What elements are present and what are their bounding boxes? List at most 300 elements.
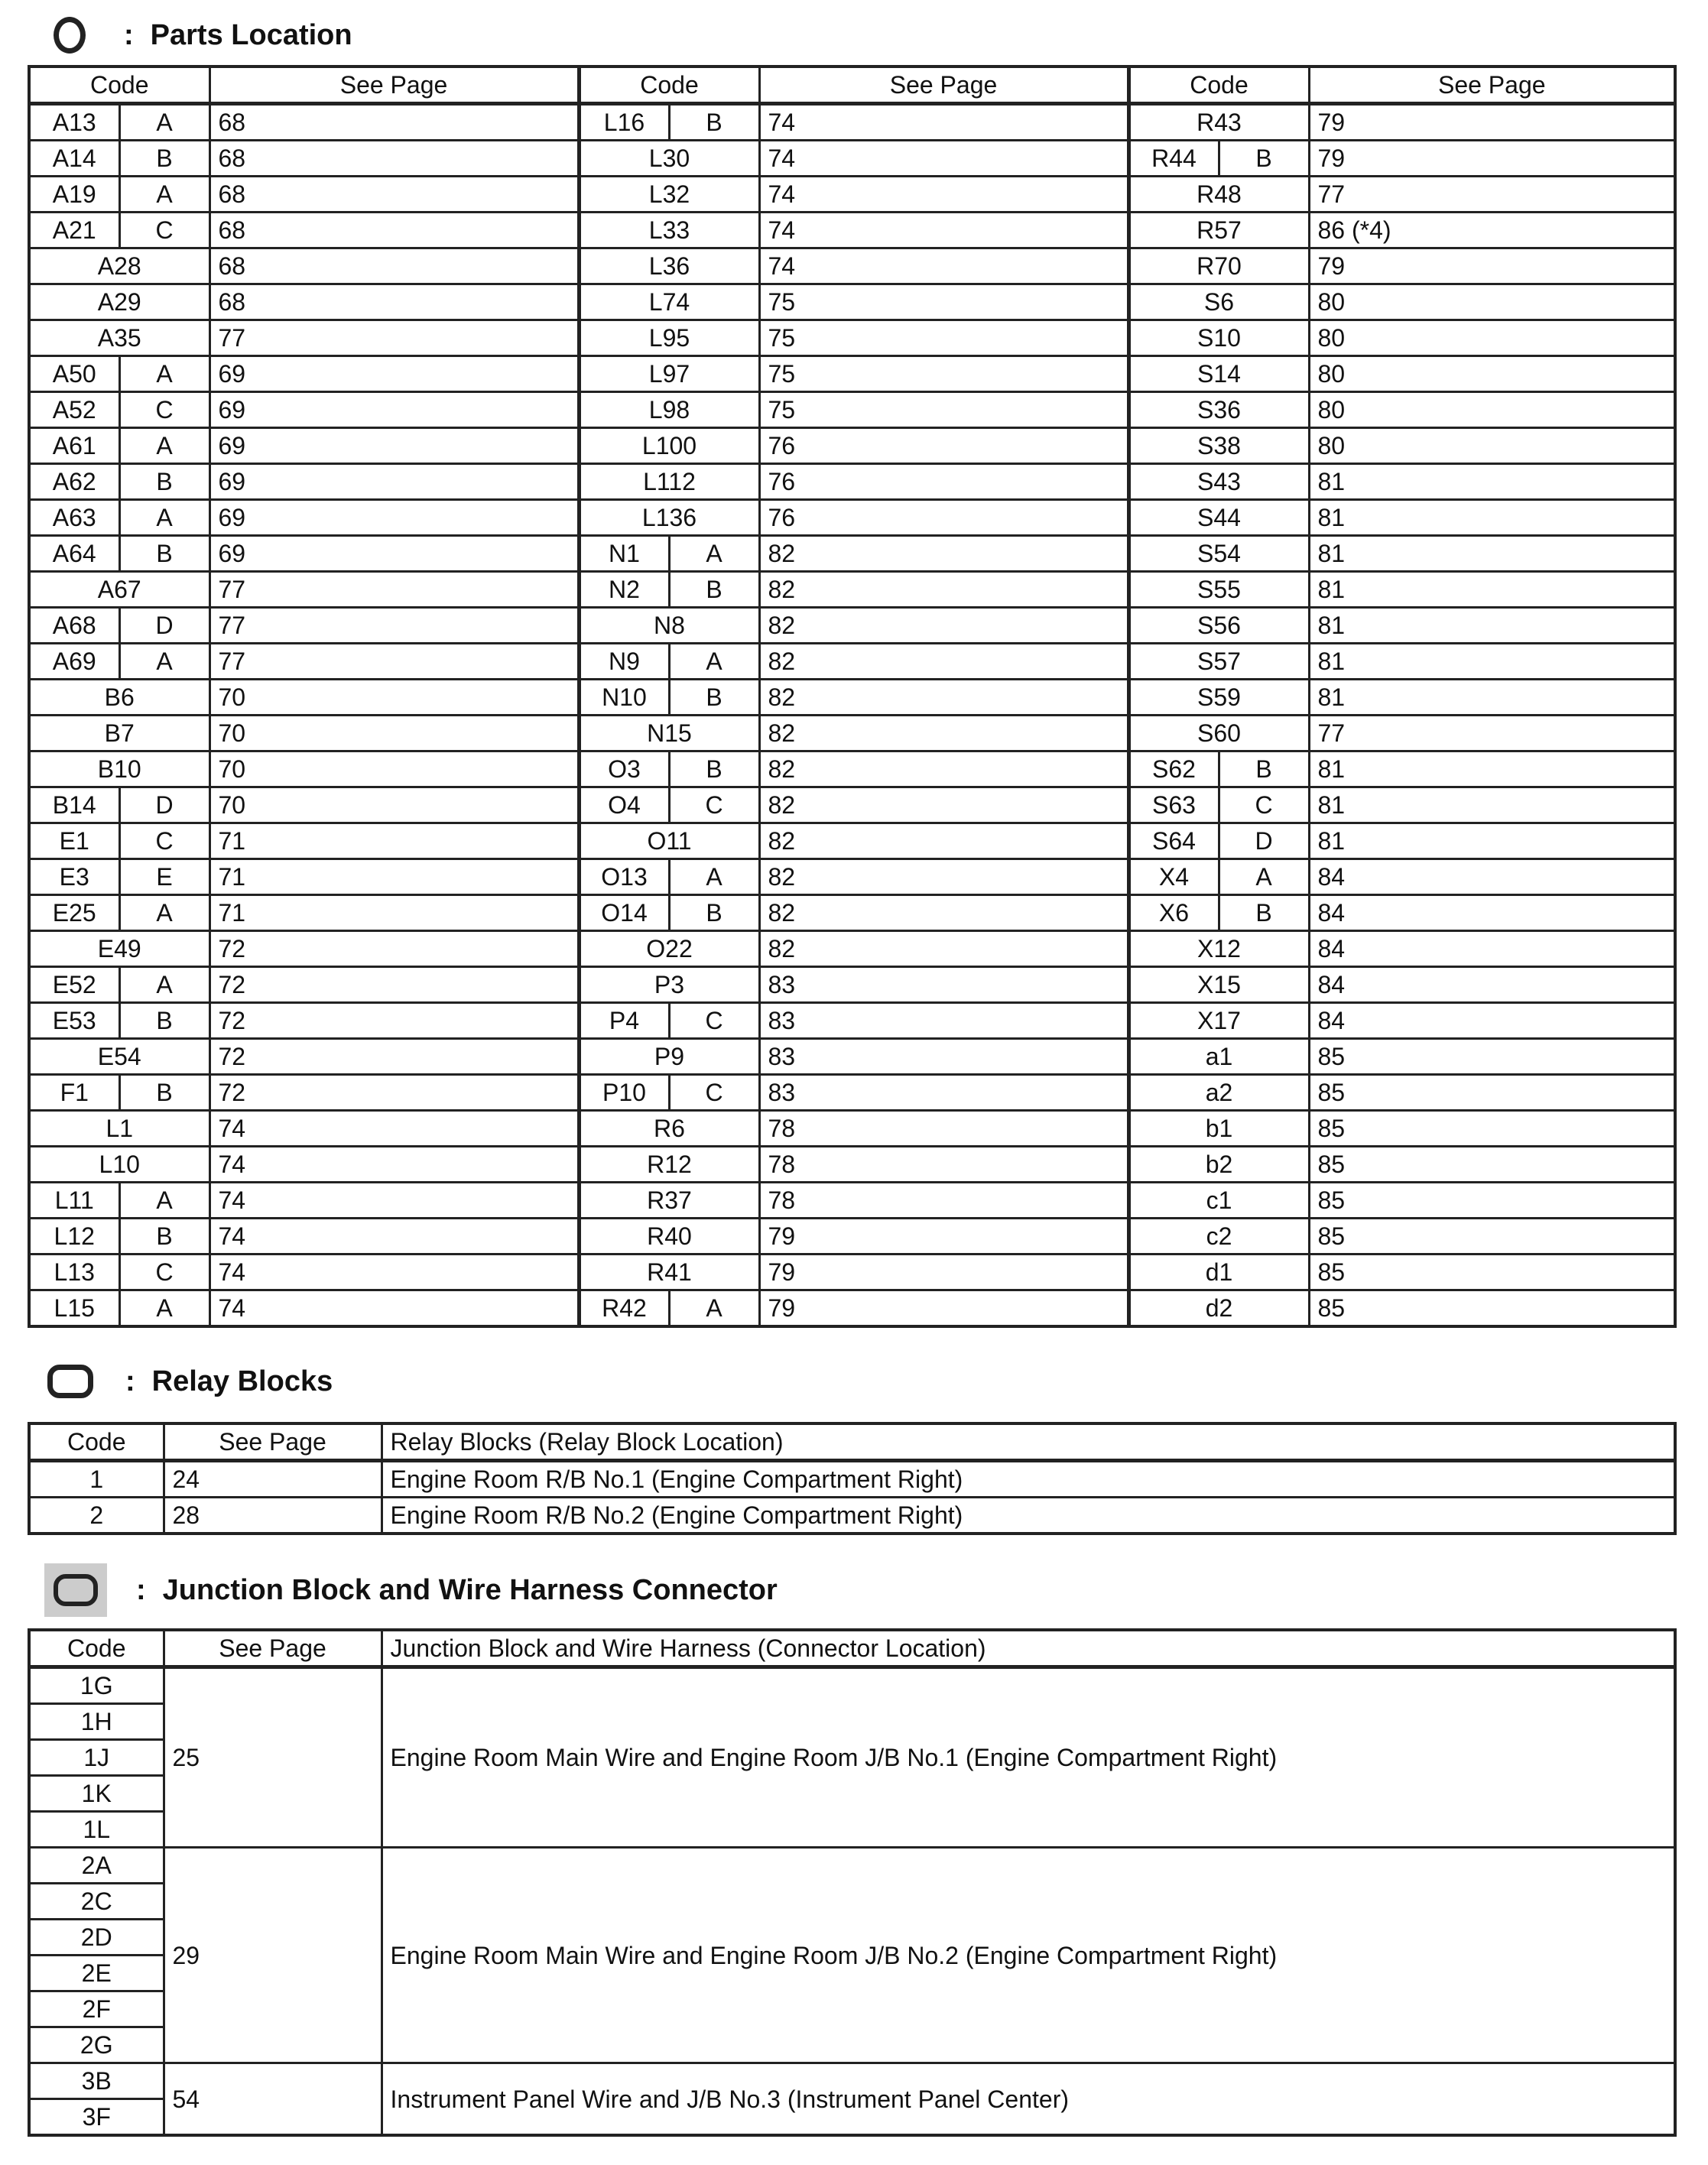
part-code: S38 bbox=[1128, 428, 1309, 464]
see-page: 74 bbox=[759, 141, 1128, 177]
see-page: 68 bbox=[209, 213, 579, 248]
see-page: 79 bbox=[1309, 104, 1675, 141]
part-code: R57 bbox=[1128, 213, 1309, 248]
part-code: c1 bbox=[1128, 1183, 1309, 1219]
table-row bbox=[29, 2063, 1675, 2099]
table-row bbox=[29, 680, 1675, 716]
part-code: A21 bbox=[29, 213, 119, 248]
part-variant: B bbox=[1219, 751, 1309, 787]
part-code: O4 bbox=[579, 787, 669, 823]
part-variant: D bbox=[119, 787, 209, 823]
see-page: 85 bbox=[1309, 1111, 1675, 1147]
see-page: 24 bbox=[164, 1461, 382, 1498]
connector-code: 1K bbox=[29, 1776, 164, 1812]
part-variant: C bbox=[119, 1255, 209, 1290]
connector-code: 3F bbox=[29, 2099, 164, 2136]
see-page: 81 bbox=[1309, 680, 1675, 716]
part-code: R40 bbox=[579, 1219, 759, 1255]
see-page: 81 bbox=[1309, 608, 1675, 644]
see-page: 71 bbox=[209, 895, 579, 931]
see-page: 72 bbox=[209, 967, 579, 1003]
part-code: A52 bbox=[29, 392, 119, 428]
relay-code: 1 bbox=[29, 1461, 164, 1498]
see-page: 76 bbox=[759, 464, 1128, 500]
see-page: 81 bbox=[1309, 751, 1675, 787]
part-code: L112 bbox=[579, 464, 759, 500]
part-code: A61 bbox=[29, 428, 119, 464]
table-row bbox=[29, 428, 1675, 464]
see-page: 72 bbox=[209, 1039, 579, 1075]
see-page: 80 bbox=[1309, 356, 1675, 392]
part-variant: A bbox=[669, 859, 759, 895]
table-row bbox=[29, 1111, 1675, 1147]
relay-description: Engine Room R/B No.2 (Engine Compartment Right) bbox=[382, 1498, 1675, 1534]
see-page: 70 bbox=[209, 751, 579, 787]
see-page: 75 bbox=[759, 392, 1128, 428]
see-page: 74 bbox=[209, 1183, 579, 1219]
part-variant: B bbox=[119, 141, 209, 177]
section-title: Junction Block and Wire Harness Connector bbox=[162, 1573, 778, 1606]
table-row bbox=[29, 141, 1675, 177]
see-page: 86 (*4) bbox=[1309, 213, 1675, 248]
see-page: 80 bbox=[1309, 284, 1675, 320]
part-code: L32 bbox=[579, 177, 759, 213]
part-code: E25 bbox=[29, 895, 119, 931]
see-page: 28 bbox=[164, 1498, 382, 1534]
part-code: N9 bbox=[579, 644, 669, 680]
see-page: 84 bbox=[1309, 931, 1675, 967]
header-code: Code bbox=[29, 1630, 164, 1667]
part-code: B7 bbox=[29, 716, 209, 751]
part-variant: B bbox=[119, 1003, 209, 1039]
see-page: 85 bbox=[1309, 1219, 1675, 1255]
table-row bbox=[29, 967, 1675, 1003]
see-page: 69 bbox=[209, 356, 579, 392]
see-page: 77 bbox=[209, 320, 579, 356]
part-code: O22 bbox=[579, 931, 759, 967]
see-page: 82 bbox=[759, 787, 1128, 823]
connector-code: 1J bbox=[29, 1740, 164, 1776]
part-code: O3 bbox=[579, 751, 669, 787]
part-code: L98 bbox=[579, 392, 759, 428]
part-code: O13 bbox=[579, 859, 669, 895]
part-code: R12 bbox=[579, 1147, 759, 1183]
see-page: 70 bbox=[209, 680, 579, 716]
relay-code: 2 bbox=[29, 1498, 164, 1534]
part-code: X4 bbox=[1128, 859, 1219, 895]
part-variant: B bbox=[119, 464, 209, 500]
connector-location: Instrument Panel Wire and J/B No.3 (Instrument Panel Center) bbox=[382, 2063, 1675, 2136]
part-code: A63 bbox=[29, 500, 119, 536]
see-page: 72 bbox=[209, 1003, 579, 1039]
part-variant: C bbox=[119, 823, 209, 859]
see-page: 85 bbox=[1309, 1075, 1675, 1111]
connector-code: 2G bbox=[29, 2027, 164, 2063]
part-code: L13 bbox=[29, 1255, 119, 1290]
see-page: 78 bbox=[759, 1147, 1128, 1183]
see-page: 77 bbox=[209, 644, 579, 680]
rounded-rectangle-icon bbox=[47, 1365, 93, 1398]
part-code: L97 bbox=[579, 356, 759, 392]
table-row bbox=[29, 392, 1675, 428]
table-row bbox=[29, 1667, 1675, 1704]
part-code: N15 bbox=[579, 716, 759, 751]
see-page: 77 bbox=[1309, 716, 1675, 751]
see-page: 82 bbox=[759, 895, 1128, 931]
part-code: R70 bbox=[1128, 248, 1309, 284]
section-title: Relay Blocks bbox=[151, 1365, 333, 1397]
table-row bbox=[29, 1075, 1675, 1111]
part-variant: B bbox=[119, 1219, 209, 1255]
see-page: 82 bbox=[759, 823, 1128, 859]
see-page: 85 bbox=[1309, 1183, 1675, 1219]
see-page: 68 bbox=[209, 177, 579, 213]
header-code: Code bbox=[29, 67, 209, 104]
see-page: 70 bbox=[209, 716, 579, 751]
table-row bbox=[29, 895, 1675, 931]
see-page: 83 bbox=[759, 1075, 1128, 1111]
part-variant: A bbox=[119, 177, 209, 213]
see-page: 82 bbox=[759, 572, 1128, 608]
part-code: S43 bbox=[1128, 464, 1309, 500]
part-variant: A bbox=[669, 536, 759, 572]
part-code: E54 bbox=[29, 1039, 209, 1075]
part-code: R48 bbox=[1128, 177, 1309, 213]
table-row bbox=[29, 1848, 1675, 1884]
part-variant: B bbox=[119, 536, 209, 572]
header-description: Junction Block and Wire Harness (Connector Location) bbox=[382, 1630, 1675, 1667]
part-code: P9 bbox=[579, 1039, 759, 1075]
see-page: 79 bbox=[759, 1255, 1128, 1290]
part-code: L1 bbox=[29, 1111, 209, 1147]
table-row bbox=[29, 1498, 1675, 1534]
part-code: L15 bbox=[29, 1290, 119, 1327]
part-code: A19 bbox=[29, 177, 119, 213]
part-code: A69 bbox=[29, 644, 119, 680]
part-code: A67 bbox=[29, 572, 209, 608]
see-page: 84 bbox=[1309, 967, 1675, 1003]
part-code: a2 bbox=[1128, 1075, 1309, 1111]
part-code: A35 bbox=[29, 320, 209, 356]
see-page: 68 bbox=[209, 248, 579, 284]
see-page: 84 bbox=[1309, 895, 1675, 931]
table-row bbox=[29, 104, 1675, 141]
table-row bbox=[29, 787, 1675, 823]
see-page: 82 bbox=[759, 716, 1128, 751]
table-row bbox=[29, 1183, 1675, 1219]
table-row bbox=[29, 644, 1675, 680]
part-variant: A bbox=[119, 1183, 209, 1219]
part-code: L100 bbox=[579, 428, 759, 464]
part-variant: C bbox=[669, 1075, 759, 1111]
part-code: L16 bbox=[579, 104, 669, 141]
see-page: 81 bbox=[1309, 500, 1675, 536]
part-code: S63 bbox=[1128, 787, 1219, 823]
see-page: 84 bbox=[1309, 859, 1675, 895]
connector-code: 1H bbox=[29, 1704, 164, 1740]
part-code: B6 bbox=[29, 680, 209, 716]
part-code: L136 bbox=[579, 500, 759, 536]
see-page: 68 bbox=[209, 104, 579, 141]
part-code: N10 bbox=[579, 680, 669, 716]
part-code: c2 bbox=[1128, 1219, 1309, 1255]
table-row bbox=[29, 1039, 1675, 1075]
header-description: Relay Blocks (Relay Block Location) bbox=[382, 1423, 1675, 1461]
see-page: 74 bbox=[209, 1255, 579, 1290]
table-row bbox=[29, 356, 1675, 392]
part-code: d1 bbox=[1128, 1255, 1309, 1290]
header-see-page: See Page bbox=[164, 1423, 382, 1461]
table-row bbox=[29, 931, 1675, 967]
part-variant: D bbox=[119, 608, 209, 644]
part-code: F1 bbox=[29, 1075, 119, 1111]
part-code: R6 bbox=[579, 1111, 759, 1147]
part-code: A64 bbox=[29, 536, 119, 572]
part-variant: B bbox=[1219, 141, 1309, 177]
section-title: Parts Location bbox=[150, 18, 352, 51]
see-page: 75 bbox=[759, 320, 1128, 356]
see-page: 82 bbox=[759, 751, 1128, 787]
table-row bbox=[29, 1290, 1675, 1327]
part-code: S36 bbox=[1128, 392, 1309, 428]
see-page: 85 bbox=[1309, 1147, 1675, 1183]
part-code: L11 bbox=[29, 1183, 119, 1219]
part-code: R42 bbox=[579, 1290, 669, 1327]
see-page: 25 bbox=[164, 1667, 382, 1848]
part-code: S44 bbox=[1128, 500, 1309, 536]
part-variant: C bbox=[1219, 787, 1309, 823]
part-code: A50 bbox=[29, 356, 119, 392]
connector-code: 1L bbox=[29, 1812, 164, 1848]
part-code: A14 bbox=[29, 141, 119, 177]
see-page: 29 bbox=[164, 1848, 382, 2063]
part-code: R41 bbox=[579, 1255, 759, 1290]
part-code: E3 bbox=[29, 859, 119, 895]
shaded-rounded-rectangle-icon bbox=[44, 1563, 107, 1617]
see-page: 74 bbox=[759, 104, 1128, 141]
header-see-page: See Page bbox=[1309, 67, 1675, 104]
part-code: P3 bbox=[579, 967, 759, 1003]
part-variant: B bbox=[669, 751, 759, 787]
part-code: N1 bbox=[579, 536, 669, 572]
part-variant: A bbox=[669, 1290, 759, 1327]
see-page: 77 bbox=[209, 608, 579, 644]
see-page: 85 bbox=[1309, 1255, 1675, 1290]
table-row bbox=[29, 536, 1675, 572]
part-code: R43 bbox=[1128, 104, 1309, 141]
see-page: 81 bbox=[1309, 536, 1675, 572]
connector-code: 3B bbox=[29, 2063, 164, 2099]
table-row bbox=[29, 823, 1675, 859]
see-page: 75 bbox=[759, 356, 1128, 392]
part-code: B10 bbox=[29, 751, 209, 787]
see-page: 85 bbox=[1309, 1290, 1675, 1327]
see-page: 79 bbox=[759, 1219, 1128, 1255]
table-row bbox=[29, 464, 1675, 500]
see-page: 80 bbox=[1309, 320, 1675, 356]
part-variant: E bbox=[119, 859, 209, 895]
part-variant: A bbox=[119, 356, 209, 392]
see-page: 70 bbox=[209, 787, 579, 823]
parts-location-heading: : Parts Location bbox=[54, 17, 352, 54]
see-page: 81 bbox=[1309, 464, 1675, 500]
part-variant: B bbox=[669, 104, 759, 141]
see-page: 79 bbox=[1309, 248, 1675, 284]
see-page: 77 bbox=[1309, 177, 1675, 213]
table-row bbox=[29, 500, 1675, 536]
part-code: R37 bbox=[579, 1183, 759, 1219]
part-code: N2 bbox=[579, 572, 669, 608]
see-page: 83 bbox=[759, 1003, 1128, 1039]
junction-block-table bbox=[28, 1628, 1677, 2137]
part-variant: A bbox=[119, 104, 209, 141]
relay-description: Engine Room R/B No.1 (Engine Compartment Right) bbox=[382, 1461, 1675, 1498]
parts-location-table bbox=[28, 65, 1677, 1328]
header-see-page: See Page bbox=[209, 67, 579, 104]
connector-code: 2A bbox=[29, 1848, 164, 1884]
connector-code: 2E bbox=[29, 1956, 164, 1991]
see-page: 74 bbox=[209, 1219, 579, 1255]
part-code: b2 bbox=[1128, 1147, 1309, 1183]
see-page: 74 bbox=[759, 248, 1128, 284]
see-page: 69 bbox=[209, 500, 579, 536]
part-variant: A bbox=[119, 895, 209, 931]
connector-code: 1G bbox=[29, 1667, 164, 1704]
see-page: 76 bbox=[759, 428, 1128, 464]
see-page: 68 bbox=[209, 284, 579, 320]
see-page: 71 bbox=[209, 859, 579, 895]
part-code: S6 bbox=[1128, 284, 1309, 320]
table-row bbox=[29, 1147, 1675, 1183]
see-page: 75 bbox=[759, 284, 1128, 320]
table-row bbox=[29, 859, 1675, 895]
see-page: 83 bbox=[759, 967, 1128, 1003]
see-page: 82 bbox=[759, 931, 1128, 967]
junction-heading: : Junction Block and Wire Harness Connector bbox=[54, 1563, 778, 1617]
table-row bbox=[29, 284, 1675, 320]
see-page: 79 bbox=[759, 1290, 1128, 1327]
see-page: 69 bbox=[209, 392, 579, 428]
part-code: X15 bbox=[1128, 967, 1309, 1003]
part-code: a1 bbox=[1128, 1039, 1309, 1075]
part-code: X12 bbox=[1128, 931, 1309, 967]
part-code: E52 bbox=[29, 967, 119, 1003]
see-page: 82 bbox=[759, 608, 1128, 644]
see-page: 74 bbox=[759, 213, 1128, 248]
see-page: 80 bbox=[1309, 392, 1675, 428]
part-code: L36 bbox=[579, 248, 759, 284]
table-row bbox=[29, 1461, 1675, 1498]
part-code: L30 bbox=[579, 141, 759, 177]
see-page: 77 bbox=[209, 572, 579, 608]
part-code: L10 bbox=[29, 1147, 209, 1183]
see-page: 81 bbox=[1309, 823, 1675, 859]
connector-code: 2D bbox=[29, 1920, 164, 1956]
connector-code: 2F bbox=[29, 1991, 164, 2027]
part-variant: B bbox=[669, 572, 759, 608]
part-variant: B bbox=[669, 680, 759, 716]
part-code: X17 bbox=[1128, 1003, 1309, 1039]
see-page: 78 bbox=[759, 1183, 1128, 1219]
table-row bbox=[29, 608, 1675, 644]
header-code: Code bbox=[579, 67, 759, 104]
see-page: 74 bbox=[209, 1147, 579, 1183]
see-page: 71 bbox=[209, 823, 579, 859]
part-variant: B bbox=[669, 895, 759, 931]
connector-location: Engine Room Main Wire and Engine Room J/B No.2 (Engine Compartment Right) bbox=[382, 1848, 1675, 2063]
see-page: 68 bbox=[209, 141, 579, 177]
table-row bbox=[29, 177, 1675, 213]
part-code: O11 bbox=[579, 823, 759, 859]
see-page: 78 bbox=[759, 1111, 1128, 1147]
part-code: S64 bbox=[1128, 823, 1219, 859]
part-code: E49 bbox=[29, 931, 209, 967]
part-variant: A bbox=[119, 644, 209, 680]
part-code: S54 bbox=[1128, 536, 1309, 572]
part-code: X6 bbox=[1128, 895, 1219, 931]
part-code: L74 bbox=[579, 284, 759, 320]
header-code: Code bbox=[29, 1423, 164, 1461]
header-see-page: See Page bbox=[164, 1630, 382, 1667]
part-code: A28 bbox=[29, 248, 209, 284]
header-code: Code bbox=[1128, 67, 1309, 104]
see-page: 74 bbox=[209, 1290, 579, 1327]
see-page: 76 bbox=[759, 500, 1128, 536]
part-code: A29 bbox=[29, 284, 209, 320]
part-variant: B bbox=[1219, 895, 1309, 931]
part-code: R44 bbox=[1128, 141, 1219, 177]
connector-code: 2C bbox=[29, 1884, 164, 1920]
table-row bbox=[29, 716, 1675, 751]
part-code: E53 bbox=[29, 1003, 119, 1039]
table-row bbox=[29, 248, 1675, 284]
see-page: 69 bbox=[209, 464, 579, 500]
see-page: 72 bbox=[209, 1075, 579, 1111]
part-code: O14 bbox=[579, 895, 669, 931]
see-page: 69 bbox=[209, 536, 579, 572]
part-variant: C bbox=[119, 213, 209, 248]
see-page: 81 bbox=[1309, 572, 1675, 608]
relay-blocks-table bbox=[28, 1422, 1677, 1535]
part-variant: A bbox=[119, 1290, 209, 1327]
see-page: 74 bbox=[759, 177, 1128, 213]
part-code: S56 bbox=[1128, 608, 1309, 644]
relay-blocks-heading: : Relay Blocks bbox=[54, 1365, 333, 1398]
part-code: A68 bbox=[29, 608, 119, 644]
part-code: L12 bbox=[29, 1219, 119, 1255]
connector-location: Engine Room Main Wire and Engine Room J/B No.1 (Engine Compartment Right) bbox=[382, 1667, 1675, 1848]
part-variant: C bbox=[669, 1003, 759, 1039]
part-variant: A bbox=[1219, 859, 1309, 895]
see-page: 82 bbox=[759, 536, 1128, 572]
part-code: B14 bbox=[29, 787, 119, 823]
header-see-page: See Page bbox=[759, 67, 1128, 104]
table-row bbox=[29, 213, 1675, 248]
table-row bbox=[29, 320, 1675, 356]
see-page: 69 bbox=[209, 428, 579, 464]
part-code: S59 bbox=[1128, 680, 1309, 716]
see-page: 54 bbox=[164, 2063, 382, 2136]
part-code: N8 bbox=[579, 608, 759, 644]
table-row bbox=[29, 1003, 1675, 1039]
part-code: P10 bbox=[579, 1075, 669, 1111]
part-variant: A bbox=[669, 644, 759, 680]
table-row bbox=[29, 751, 1675, 787]
see-page: 83 bbox=[759, 1039, 1128, 1075]
part-code: S60 bbox=[1128, 716, 1309, 751]
part-variant: C bbox=[119, 392, 209, 428]
see-page: 82 bbox=[759, 680, 1128, 716]
